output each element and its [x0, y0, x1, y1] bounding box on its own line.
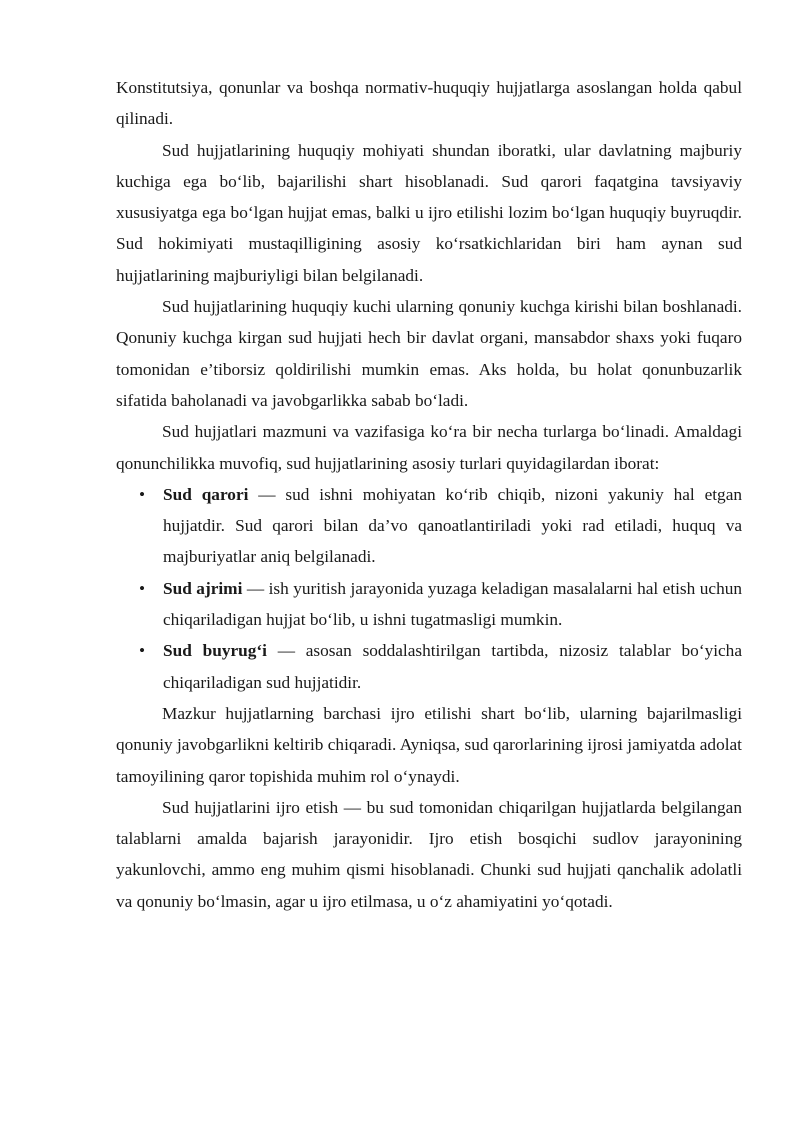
paragraph-execution: Sud hujjatlarini ijro etish — bu sud tomonidan chiqarilgan hujjatlarda belgilangan talablarni amalda bajarish jarayonidir. Ijro etish bosqichi sudlov jarayonining yakunlovchi, ammo eng muhim qismi hisoblanadi. Chunki sud hujjati qanchalik adolatli va qonuniy boʻlmasin, agar u ijro etilmasa, u oʻz ahamiyatini yoʻqotadi.	[116, 797, 742, 911]
document-page	[116, 72, 742, 917]
paragraph-continuation: Konstitutsiya, qonunlar va boshqa normativ-huquqiy hujjatlarga asoslangan holda qabul qilinadi.	[116, 78, 742, 129]
bullet-icon: •	[139, 484, 146, 504]
paragraph-obligation: Mazkur hujjatlarning barchasi ijro etilishi shart boʻlib, ularning bajarilmasligi qonuniy javobgarlikni keltirib chiqaradi. Ayniqsa, sud qarorlarining ijrosi jamiyatda adolat tamoyilining qaror topishida muhim rol oʻynaydi.	[116, 703, 742, 786]
document-types-list	[116, 479, 742, 698]
paragraph-legal-force: Sud hujjatlarining huquqiy kuchi ularning qonuniy kuchga kirishi bilan boshlanadi. Qonuniy kuchga kirgan sud hujjati hech bir davlat organi, mansabdor shaxs yoki fuqaro tomonidan e’tiborsiz qoldirilishi mumkin emas. Aks holda, bu holat qonunbuzarlik sifatida baholanadi va javobgarlikka sabab boʻladi.	[116, 297, 742, 410]
paragraph-legal-essence: Sud hujjatlarining huquqiy mohiyati shundan iboratki, ular davlatning majburiy kuchiga ega boʻlib, bajarilishi shart hisoblanadi. Sud qarori faqatgina tavsiyaviy xususiyatga ega boʻlgan hujjat emas, balki u ijro etilishi lozim boʻlgan huquqiy buyruqdir. Sud hokimiyati mustaqilligining asosiy koʻrsatkichlaridan biri ham aynan sud hujjatlarining majburiyligi bilan belgilanadi.	[116, 140, 742, 285]
list-item-sud-ajrimi	[116, 573, 742, 636]
term-description: — sud ishni mohiyatan koʻrib chiqib, nizoni yakuniy hal etgan hujjatdir. Sud qarori bilan da’vo qanoatlantiriladi yoki rad etiladi, huquq va majburiyatlar aniq belgilanadi.	[163, 484, 743, 567]
bullet-icon: •	[139, 578, 146, 598]
term-description: — asosan soddalashtirilgan tartibda, nizosiz talablar boʻyicha chiqariladigan sud hujjatidir.	[163, 641, 742, 692]
list-item-sud-buyrugi	[116, 635, 742, 698]
term-description: — ish yuritish jarayonida yuzaga keladigan masalalarni hal etish uchun chiqariladigan hujjat boʻlib, u ishni tugatmasligi mumkin.	[163, 578, 742, 630]
term-label: Sud qarori	[163, 484, 249, 504]
bullet-icon: •	[139, 641, 146, 661]
term-label: Sud ajrimi	[163, 578, 243, 598]
list-item-sud-qarori	[116, 479, 742, 573]
paragraph-types-intro: Sud hujjatlari mazmuni va vazifasiga koʻra bir necha turlarga boʻlinadi. Amaldagi qonunchilikka muvofiq, sud hujjatlarining asosiy turlari quyidagilardan iborat:	[116, 422, 742, 473]
term-label: Sud buyrugʻi	[163, 641, 267, 661]
